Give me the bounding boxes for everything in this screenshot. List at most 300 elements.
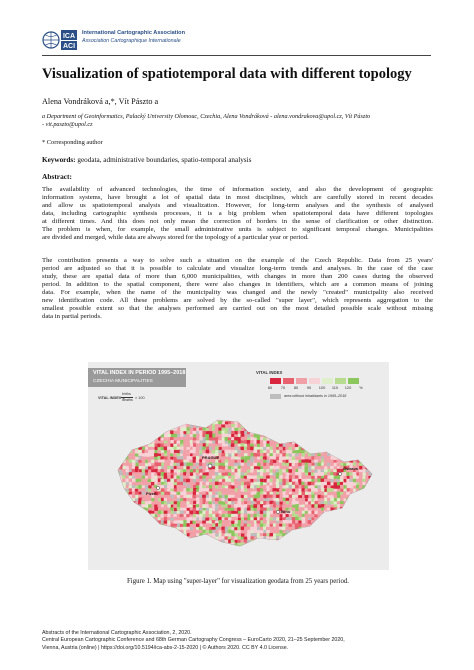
municipality-cell	[174, 543, 178, 547]
municipality-cell	[314, 418, 317, 422]
municipality-cell	[353, 546, 357, 550]
municipality-cell	[218, 549, 221, 553]
municipality-cell	[369, 482, 374, 486]
municipality-cell	[356, 501, 360, 505]
municipality-cell	[144, 530, 148, 534]
municipality-cell	[308, 427, 313, 431]
municipality-cell	[353, 492, 356, 496]
municipality-cell	[174, 421, 178, 425]
municipality-cell	[116, 511, 119, 516]
municipality-cell	[298, 430, 303, 434]
municipality-cell	[333, 527, 337, 532]
municipality-cell	[340, 527, 345, 530]
municipality-cell	[375, 511, 379, 515]
keywords-text: geodata, administrative boundaries, spatio-temporal analysis	[77, 156, 252, 164]
municipality-cell	[321, 539, 325, 543]
municipality-cell	[173, 530, 177, 533]
municipality-cell	[176, 537, 180, 542]
municipality-cell	[129, 447, 133, 450]
municipality-cell	[359, 501, 363, 505]
municipality-cell	[327, 539, 332, 542]
municipality-cell	[155, 421, 159, 425]
municipality-cell	[186, 540, 190, 544]
municipality-cell	[203, 536, 206, 539]
municipality-cell	[366, 530, 370, 534]
municipality-cell	[116, 537, 120, 542]
municipality-cell	[142, 514, 145, 518]
municipality-cell	[234, 428, 238, 431]
municipality-cell	[311, 540, 314, 544]
municipality-cell	[145, 520, 149, 524]
municipality-cell	[330, 488, 333, 492]
municipality-cell	[139, 424, 142, 428]
municipality-cell	[353, 453, 357, 458]
municipality-cell	[340, 539, 344, 544]
municipality-cell	[209, 549, 213, 553]
municipality-cell	[353, 530, 356, 533]
municipality-cell	[279, 427, 283, 431]
municipality-cell	[353, 441, 357, 445]
municipality-cell	[254, 418, 258, 422]
city-label-brno: Brno	[281, 509, 291, 514]
municipality-cell	[116, 514, 120, 518]
municipality-cell	[334, 543, 338, 548]
municipality-cell	[299, 434, 303, 438]
legend-na-label: area without inhabitants in 1995–2018	[284, 394, 347, 398]
municipality-cell	[122, 511, 126, 516]
municipality-cell	[136, 424, 139, 429]
municipality-cell	[135, 527, 139, 530]
municipality-cell	[250, 546, 253, 550]
municipality-cell	[340, 533, 344, 536]
municipality-cell	[314, 444, 319, 448]
municipality-cell	[344, 453, 349, 458]
municipality-cell	[177, 507, 181, 510]
municipality-cell	[174, 437, 177, 440]
municipality-cell	[356, 444, 360, 448]
legend-tick-label: 120	[344, 385, 352, 390]
municipality-cell	[334, 536, 338, 540]
municipality-cell	[126, 524, 130, 528]
municipality-cell	[132, 546, 136, 549]
municipality-cell	[330, 492, 334, 496]
municipality-cell	[359, 434, 363, 438]
municipality-cell	[177, 533, 181, 536]
municipality-cell	[372, 425, 376, 429]
municipality-cell	[308, 540, 313, 545]
municipality-cell	[301, 444, 305, 448]
municipality-cell	[366, 450, 370, 455]
municipality-cell	[298, 453, 301, 456]
municipality-cell	[362, 501, 365, 506]
municipality-cell	[353, 444, 356, 448]
municipality-cell	[174, 536, 178, 540]
municipality-cell	[145, 428, 149, 432]
municipality-cell	[363, 450, 367, 454]
municipality-cell	[330, 418, 335, 422]
municipality-cell	[372, 507, 375, 511]
municipality-cell	[375, 444, 378, 448]
municipality-cell	[145, 537, 150, 542]
municipality-cell	[206, 421, 210, 425]
municipality-cell	[295, 517, 299, 520]
municipality-cell	[232, 418, 236, 422]
municipality-cell	[267, 418, 271, 421]
municipality-cell	[202, 447, 205, 451]
municipality-cell	[148, 434, 151, 438]
municipality-cell	[116, 440, 120, 444]
municipality-cell	[305, 431, 309, 435]
municipality-cell	[288, 438, 292, 442]
municipality-cell	[225, 546, 228, 550]
municipality-cell	[362, 533, 366, 537]
municipality-cell	[138, 530, 142, 534]
municipality-cell	[349, 472, 353, 475]
municipality-cell	[356, 418, 359, 421]
municipality-cell	[231, 536, 234, 540]
municipality-cell	[158, 421, 162, 425]
municipality-cell	[347, 540, 350, 544]
municipality-cell	[263, 421, 267, 425]
municipality-cell	[350, 418, 355, 421]
municipality-cell	[135, 444, 139, 448]
municipality-cell	[254, 537, 258, 541]
municipality-cell	[369, 523, 373, 528]
municipality-cell	[187, 418, 191, 422]
municipality-cell	[145, 533, 148, 538]
municipality-cell	[356, 520, 360, 524]
municipality-cell	[126, 546, 129, 551]
municipality-cell	[331, 540, 335, 543]
municipality-cell	[327, 536, 331, 541]
municipality-cell	[132, 421, 136, 424]
municipality-cell	[154, 425, 158, 429]
municipality-cell	[126, 422, 129, 426]
municipality-cell	[123, 514, 128, 518]
municipality-cell	[273, 460, 277, 464]
municipality-cell	[161, 546, 165, 549]
municipality-cell	[234, 523, 237, 527]
municipality-cell	[337, 514, 340, 519]
municipality-cell	[292, 495, 295, 498]
municipality-cell	[372, 546, 376, 550]
municipality-cell	[145, 430, 148, 434]
municipality-cell	[251, 543, 255, 547]
municipality-cell	[359, 507, 363, 511]
municipality-cell	[190, 549, 194, 554]
municipality-cell	[353, 507, 356, 511]
municipality-cell	[196, 549, 201, 553]
municipality-cell	[126, 427, 130, 431]
municipality-cell	[356, 537, 360, 540]
municipality-cell	[206, 498, 210, 502]
municipality-cell	[125, 527, 128, 530]
municipality-cell	[372, 428, 375, 432]
municipality-cell	[372, 536, 377, 540]
municipality-cell	[376, 421, 380, 425]
municipality-cell	[125, 517, 129, 520]
municipality-cell	[352, 457, 356, 461]
municipality-cell	[366, 457, 370, 460]
municipality-cell	[327, 488, 331, 492]
municipality-cell	[337, 539, 341, 542]
municipality-cell	[158, 530, 162, 534]
municipality-cell	[151, 424, 154, 428]
municipality-cell	[321, 437, 324, 441]
municipality-cell	[330, 514, 333, 518]
municipality-cell	[375, 492, 379, 497]
municipality-cell	[337, 517, 340, 520]
municipality-cell	[235, 447, 238, 450]
municipality-cell	[372, 469, 376, 472]
municipality-cell	[372, 459, 376, 463]
municipality-cell	[330, 434, 334, 438]
municipality-cell	[289, 543, 293, 546]
municipality-cell	[280, 514, 283, 517]
municipality-cell	[299, 441, 303, 445]
municipality-cell	[375, 456, 379, 460]
municipality-cell	[337, 543, 341, 547]
municipality-cell	[283, 418, 287, 421]
municipality-cell	[250, 475, 254, 479]
municipality-cell	[199, 543, 203, 547]
municipality-cell	[324, 440, 328, 444]
municipality-cell	[343, 514, 347, 518]
municipality-cell	[347, 434, 351, 438]
municipality-cell	[356, 450, 361, 454]
municipality-cell	[125, 431, 128, 435]
municipality-cell	[360, 418, 365, 422]
municipality-cell	[365, 517, 368, 521]
municipality-cell	[362, 428, 367, 431]
municipality-cell	[270, 434, 274, 439]
municipality-cell	[215, 504, 218, 508]
municipality-cell	[336, 450, 340, 454]
municipality-cell	[340, 530, 344, 534]
municipality-cell	[122, 539, 126, 543]
municipality-cell	[333, 431, 337, 436]
municipality-cell	[129, 431, 133, 435]
municipality-cell	[375, 476, 379, 481]
municipality-cell	[122, 434, 126, 437]
municipality-cell	[333, 440, 337, 444]
municipality-cell	[350, 517, 354, 521]
municipality-cell	[352, 447, 357, 451]
municipality-cell	[154, 431, 158, 435]
municipality-cell	[270, 430, 273, 434]
municipality-cell	[353, 524, 357, 528]
affiliation-line: a Department of Geoinformatics, Palacký University Olomouc, Czechia, Alena Vondráková - alena.vondrakova@upol.cz, Vít Pászto	[42, 113, 371, 120]
municipality-cell	[343, 540, 347, 544]
municipality-cell	[372, 450, 376, 453]
municipality-cell	[359, 447, 363, 452]
municipality-cell	[337, 425, 341, 429]
municipality-cell	[366, 527, 369, 532]
municipality-cell	[320, 491, 324, 495]
municipality-cell	[119, 491, 123, 495]
municipality-cell	[365, 482, 370, 486]
municipality-cell	[318, 524, 322, 527]
municipality-cell	[337, 447, 341, 451]
municipality-cell	[353, 504, 357, 508]
municipality-cell	[376, 472, 380, 477]
municipality-cell	[292, 418, 297, 422]
municipality-cell	[359, 527, 362, 531]
municipality-cell	[359, 498, 363, 501]
municipality-cell	[135, 530, 139, 534]
municipality-cell	[135, 421, 138, 425]
municipality-cell	[250, 418, 254, 422]
municipality-cell	[340, 456, 344, 460]
municipality-cell	[369, 495, 373, 499]
municipality-cell	[289, 427, 294, 432]
municipality-cell	[337, 530, 341, 534]
municipality-cell	[151, 546, 156, 550]
municipality-cell	[250, 422, 253, 426]
municipality-cell	[151, 540, 156, 543]
municipality-cell	[365, 434, 370, 438]
municipality-cell	[375, 514, 380, 519]
municipality-cell	[225, 540, 229, 545]
municipality-cell	[202, 539, 207, 543]
municipality-cell	[334, 422, 338, 427]
municipality-cell	[299, 418, 303, 423]
municipality-cell	[138, 546, 142, 549]
municipality-cell	[135, 520, 139, 524]
municipality-cell	[346, 440, 350, 445]
municipality-cell	[356, 456, 360, 459]
municipality-cell	[158, 543, 161, 547]
municipality-cell	[138, 431, 143, 435]
municipality-cell	[170, 539, 174, 543]
municipality-cell	[340, 446, 344, 450]
municipality-cell	[279, 549, 283, 553]
municipality-cell	[206, 543, 209, 547]
municipality-cell	[116, 463, 120, 467]
municipality-cell	[119, 495, 123, 500]
municipality-cell	[116, 434, 121, 438]
municipality-cell	[353, 501, 358, 505]
municipality-cell	[189, 418, 193, 422]
municipality-cell	[369, 466, 373, 470]
municipality-cell	[119, 443, 122, 447]
municipality-cell	[286, 549, 289, 552]
municipality-cell	[199, 430, 203, 434]
municipality-cell	[350, 508, 354, 511]
municipality-cell	[346, 421, 351, 425]
legend-swatch	[309, 378, 320, 384]
municipality-cell	[359, 424, 363, 428]
municipality-cell	[350, 546, 353, 550]
city-label-ostrava: Ostrava	[343, 466, 358, 471]
municipality-cell	[126, 530, 130, 535]
municipality-cell	[212, 539, 216, 544]
municipality-cell	[267, 479, 270, 483]
municipality-cell	[321, 424, 325, 428]
municipality-cell	[138, 437, 142, 441]
municipality-cell	[359, 492, 364, 496]
municipality-cell	[343, 524, 347, 527]
municipality-cell	[320, 421, 324, 425]
municipality-cell	[334, 530, 338, 534]
municipality-cell	[119, 549, 123, 554]
municipality-cell	[337, 440, 341, 444]
municipality-cell	[196, 546, 200, 550]
municipality-cell	[366, 539, 370, 542]
municipality-cell	[212, 508, 215, 511]
municipality-cell	[177, 459, 181, 462]
municipality-cell	[119, 431, 123, 435]
municipality-cell	[375, 482, 379, 487]
municipality-cell	[250, 440, 254, 444]
municipality-cell	[372, 540, 376, 544]
municipality-cell	[119, 418, 123, 423]
municipality-cell	[164, 549, 168, 553]
municipality-cell	[247, 501, 251, 504]
municipality-cell	[302, 536, 307, 540]
municipality-cell	[139, 418, 143, 423]
municipality-cell	[225, 462, 229, 465]
municipality-cell	[283, 539, 287, 543]
municipality-cell	[337, 537, 340, 540]
municipality-cell	[238, 549, 243, 552]
municipality-cell	[372, 549, 375, 552]
municipality-cell	[315, 549, 319, 553]
municipality-cell	[375, 539, 379, 543]
municipality-cell	[161, 427, 165, 431]
text-line: data in partial periods.	[42, 313, 102, 321]
municipality-cell	[203, 498, 207, 502]
municipality-cell	[314, 424, 318, 428]
municipality-cell	[308, 527, 311, 531]
municipality-cell	[142, 539, 145, 543]
municipality-cell	[359, 495, 362, 499]
municipality-cell	[289, 425, 294, 429]
municipality-cell	[317, 472, 320, 476]
municipality-cell	[359, 533, 364, 538]
municipality-cell	[272, 421, 276, 425]
municipality-cell	[270, 424, 273, 428]
municipality-cell	[334, 520, 337, 524]
municipality-cell	[256, 425, 259, 428]
municipality-cell	[292, 447, 296, 450]
municipality-cell	[123, 549, 127, 552]
municipality-cell	[164, 536, 169, 540]
municipality-cell	[199, 424, 202, 428]
municipality-cell	[330, 517, 335, 520]
municipality-cell	[135, 549, 139, 553]
municipality-cell	[324, 549, 328, 553]
municipality-cell	[369, 428, 372, 432]
municipality-cell	[116, 498, 120, 503]
municipality-cell	[366, 498, 370, 502]
footer-line: Vienna, Austria (online) | https://doi.org/10.5194/ica-abs-2-15-2020 | © Authors 2020. CC BY 4.0 License.	[42, 644, 289, 651]
municipality-cell	[164, 546, 168, 550]
municipality-cell	[276, 425, 280, 430]
municipality-cell	[321, 431, 326, 435]
municipality-cell	[120, 540, 125, 545]
municipality-cell	[337, 428, 341, 432]
municipality-cell	[315, 440, 319, 445]
municipality-cell	[299, 421, 302, 424]
municipality-cell	[148, 427, 152, 430]
municipality-cell	[138, 536, 141, 540]
municipality-cell	[302, 534, 306, 539]
municipality-cell	[372, 523, 375, 528]
municipality-cell	[318, 434, 323, 438]
municipality-cell	[170, 543, 174, 548]
municipality-cell	[116, 447, 121, 450]
